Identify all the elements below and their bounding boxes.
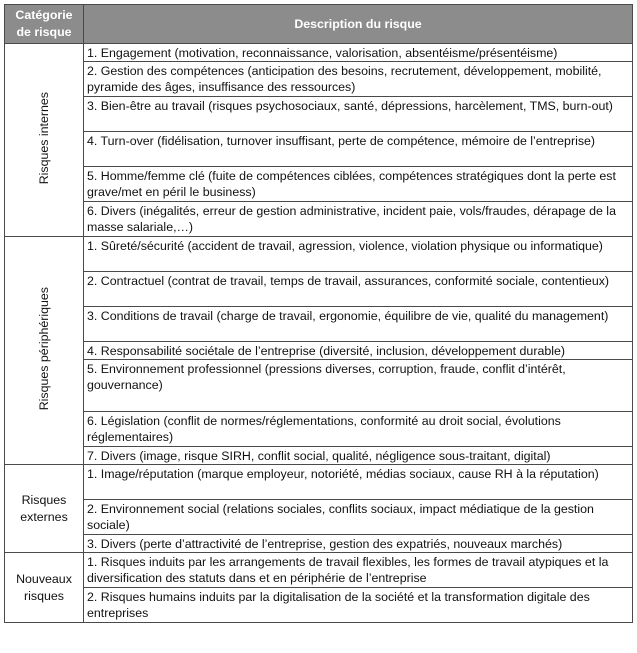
table-row (5, 202, 633, 237)
category-label-nouveaux-line2: risques (24, 588, 64, 603)
risk-item: 1. Engagement (motivation, reconnaissance, valorisation, absentéisme/présentéisme) (84, 44, 633, 62)
table-row (5, 447, 633, 465)
category-label-peripheriques: Risques périphériques (36, 287, 51, 411)
category-label-internes: Risques internes (36, 92, 51, 185)
category-cell-peripheriques (5, 237, 84, 465)
header-category-line2: de risque (16, 25, 72, 39)
risk-item: 1. Image/réputation (marque employeur, notoriété, médias sociaux, cause RH à la réputation) (84, 465, 633, 500)
risk-table (4, 4, 633, 623)
risk-item: 1. Risques induits par les arrangements de travail flexibles, les formes de travail atypiques et la diversification des statuts dans et en périphérie de l’entreprise (84, 553, 633, 588)
table-row (5, 553, 633, 588)
category-label-nouveaux-line1: Nouveaux (16, 571, 72, 586)
category-label-externes-line2: externes (20, 509, 68, 524)
table-row (5, 535, 633, 553)
table-row (5, 167, 633, 202)
table-row (5, 272, 633, 307)
risk-item: 3. Bien-être au travail (risques psychosociaux, santé, dépressions, harcèlement, TMS, burn-out) (84, 97, 633, 132)
risk-item: 2. Gestion des compétences (anticipation des besoins, recrutement, développement, mobilité, pyramide des âges, insuffisance des ressources) (84, 62, 633, 97)
risk-item: 2. Contractuel (contrat de travail, temps de travail, assurances, conformité sociale, contentieux) (84, 272, 633, 307)
risk-item: 5. Homme/femme clé (fuite de compétences ciblées, compétences stratégiques dont la perte est grave/met en péril le business) (84, 167, 633, 202)
header-category-line1: Catégorie (15, 8, 73, 22)
risk-item: 6. Divers (inégalités, erreur de gestion administrative, incident paie, vols/fraudes, dérapage de la masse salariale,…) (84, 202, 633, 237)
table-row (5, 588, 633, 623)
category-label-externes-line1: Risques (21, 492, 67, 507)
table-row (5, 465, 633, 500)
category-cell-nouveaux (5, 553, 84, 623)
table-row (5, 44, 633, 62)
table-row (5, 307, 633, 342)
table-row (5, 342, 633, 360)
risk-item: 7. Divers (image, risque SIRH, conflit social, qualité, négligence sous-traitant, digital) (84, 447, 633, 465)
table-row (5, 500, 633, 535)
risk-item: 4. Turn-over (fidélisation, turnover insuffisant, perte de compétence, mémoire de l’entreprise) (84, 132, 633, 167)
risk-item: 3. Divers (perte d’attractivité de l’entreprise, gestion des expatriés, nouveaux marchés) (84, 535, 633, 553)
table-row (5, 360, 633, 412)
category-cell-internes (5, 44, 84, 237)
risk-item: 6. Législation (conflit de normes/réglementations, conformité au droit social, évolutions réglementaires) (84, 412, 633, 447)
table-row (5, 237, 633, 272)
header-row (5, 5, 633, 44)
risk-item: 5. Environnement professionnel (pressions diverses, corruption, fraude, conflit d’intérêt, gouvernance) (84, 360, 633, 412)
table-row (5, 412, 633, 447)
header-category (5, 5, 84, 44)
table-row (5, 97, 633, 132)
category-cell-externes (5, 465, 84, 553)
table-row (5, 132, 633, 167)
table-row (5, 62, 633, 97)
risk-item: 1. Sûreté/sécurité (accident de travail, agression, violence, violation physique ou informatique) (84, 237, 633, 272)
risk-item: 2. Risques humains induits par la digitalisation de la société et la transformation digitale des entreprises (84, 588, 633, 623)
header-description: Description du risque (84, 5, 633, 44)
risk-item: 4. Responsabilité sociétale de l’entreprise (diversité, inclusion, développement durable) (84, 342, 633, 360)
risk-item: 2. Environnement social (relations sociales, conflits sociaux, impact médiatique de la gestion sociale) (84, 500, 633, 535)
risk-table-frame (4, 4, 632, 623)
risk-item: 3. Conditions de travail (charge de travail, ergonomie, équilibre de vie, qualité du management) (84, 307, 633, 342)
